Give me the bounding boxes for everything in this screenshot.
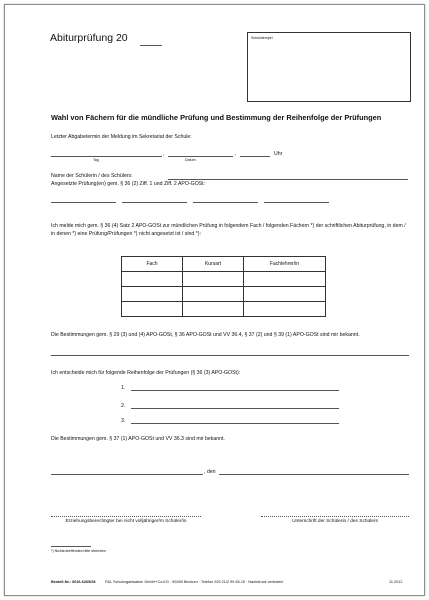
table-cell[interactable]: [244, 302, 326, 317]
deadline-label: Letzter Abgabetermin der Meldung im Sekretariat der Schule:: [51, 134, 192, 140]
ack2-text: Die Bestimmungen gem. § 37 (1) APO-GOSt und VV 36.3 sind mir bekannt.: [51, 436, 225, 442]
subject-line-4[interactable]: [264, 202, 329, 203]
student-signature-line[interactable]: [261, 516, 409, 517]
order-line-2[interactable]: [131, 408, 339, 409]
deadline-sep2: ,: [235, 151, 237, 157]
ack1-text: Die Bestimmungen gem. § 29 (3) und (4) APO-GOSt, § 36 APO-GOSt und VV 36.4, § 37 (2) und § 39 (1) APO-GOSt sind mir bekannt.: [51, 332, 360, 338]
table-header-row: [122, 257, 326, 272]
order-num-1: 1.: [121, 385, 126, 391]
subject-line-2[interactable]: [122, 202, 187, 203]
den-label: , den: [204, 469, 216, 475]
deadline-uhr: Uhr: [274, 151, 283, 157]
order-num-2: 2.: [121, 403, 126, 409]
deadline-sep1: ,: [163, 151, 165, 157]
guardian-signature-line[interactable]: [51, 516, 201, 517]
subject-line-1[interactable]: [51, 202, 116, 203]
col-fachlehrer: Fachlehrer/in: [244, 257, 326, 272]
order-number: Bestell-Nr.: 0616-6265/28: [51, 580, 96, 584]
subject-line-3[interactable]: [193, 202, 258, 203]
table-cell[interactable]: [244, 287, 326, 302]
table-cell[interactable]: [244, 272, 326, 287]
student-name-label: Name der Schülerin / des Schülers:: [51, 173, 133, 179]
year-line[interactable]: [140, 45, 162, 46]
student-signature-caption: Unterschrift der Schülerin / des Schülers: [292, 519, 378, 524]
table-row: [122, 272, 326, 287]
table-cell[interactable]: [122, 272, 183, 287]
order-line-1[interactable]: [131, 390, 339, 391]
footnote-rule: [51, 546, 91, 547]
place-line[interactable]: [51, 474, 203, 475]
exam-title: [50, 32, 128, 44]
footnote-text: *) Nichtzutreffendes bitte streichen: [51, 549, 106, 553]
table-cell[interactable]: [122, 287, 183, 302]
deadline-time-line[interactable]: [240, 156, 270, 157]
school-stamp-box: [247, 32, 411, 102]
order-num-3: 3.: [121, 418, 126, 424]
student-name-line[interactable]: [168, 179, 408, 180]
deadline-tag-caption: Tag: [93, 158, 99, 162]
deadline-date-line[interactable]: [168, 156, 233, 157]
subjects-label: Angesetzte Prüfung(en) gem. § 36 (2) Ziff. 1 und Ziff. 2 APO-GOSt:: [51, 181, 206, 187]
stamp-label: Schulstempel: [251, 36, 273, 40]
table-row: [122, 302, 326, 317]
date-line[interactable]: [219, 474, 409, 475]
subjects-table: [121, 256, 326, 317]
declaration-text: Ich melde mich gem. § 36 (4) Satz 2 APO-GOSt zur mündlichen Prüfung in folgendem Fach / folgenden Fächern *) der schriftlichen Abiturprüfung, in dem / in denen *) eine Prüfung/Prüfungen *) nicht angesetzt ist / sind *):: [51, 223, 406, 237]
col-fach: Fach: [122, 257, 183, 272]
order-label: Ich entscheide mich für folgende Reihenfolge der Prüfungen (§ 36 (3) APO-GOSt):: [51, 370, 241, 376]
table-row: [122, 287, 326, 302]
table-cell[interactable]: [183, 302, 244, 317]
order-line-3[interactable]: [131, 423, 339, 424]
form-page: [4, 4, 425, 596]
deadline-day-line[interactable]: [51, 156, 162, 157]
publisher-info: P&L Schulorganisation GmbH+Co.KG · 59269 Beckum · Telefon 025 21/2 99 65-15 · Nachdruck verboten!: [105, 580, 284, 584]
table-cell[interactable]: [183, 272, 244, 287]
form-title: Wahl von Fächern für die mündliche Prüfung und Bestimmung der Reihenfolge der Prüfungen: [51, 113, 382, 122]
exam-title-text: Abiturprüfung 20: [50, 32, 128, 44]
guardian-signature-caption: Erziehungsberechtigter bei nicht volljähriger/m Schüler/in: [65, 519, 187, 524]
table-cell[interactable]: [122, 302, 183, 317]
ack1-line[interactable]: [51, 355, 409, 356]
table-cell[interactable]: [183, 287, 244, 302]
col-kursart: Kursart: [183, 257, 244, 272]
print-date: 11.2012: [389, 580, 403, 584]
deadline-datum-caption: Datum: [185, 158, 196, 162]
